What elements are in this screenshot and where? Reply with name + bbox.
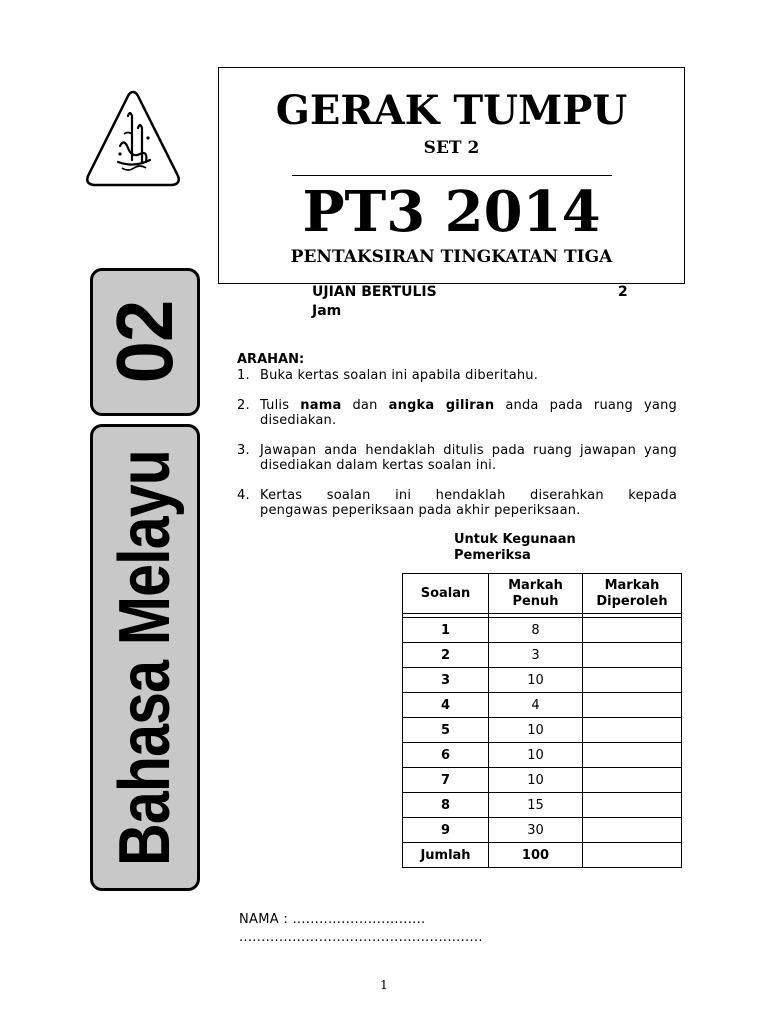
obtained-mark-cell[interactable] xyxy=(583,768,682,793)
instructions-heading: ARAHAN: xyxy=(237,352,305,367)
name-dotted-line[interactable]: .............................. xyxy=(292,912,426,927)
full-mark: 10 xyxy=(489,768,583,793)
question-number: 7 xyxy=(403,768,489,793)
total-obtained-cell[interactable] xyxy=(583,843,682,868)
marks-table xyxy=(402,573,682,868)
paper-number: 02 xyxy=(100,300,189,384)
item-text: Tulis xyxy=(260,398,301,413)
table-row xyxy=(403,718,682,743)
question-number: 9 xyxy=(403,818,489,843)
caption-line: Pemeriksa xyxy=(454,548,531,563)
exam-duration-unit: Jam xyxy=(312,303,342,319)
question-number: 8 xyxy=(403,793,489,818)
obtained-mark-cell[interactable] xyxy=(583,693,682,718)
item-number: 3. xyxy=(237,443,250,458)
question-number: 2 xyxy=(403,643,489,668)
item-text: pengawas peperiksaan pada akhir peperiksaan. xyxy=(260,503,581,518)
paper-number-tab xyxy=(90,268,200,416)
question-number: 1 xyxy=(403,618,489,643)
set-label: SET 2 xyxy=(423,138,480,158)
table-total-row xyxy=(403,843,682,868)
obtained-mark-cell[interactable] xyxy=(583,643,682,668)
item-bold-text: angka giliran xyxy=(388,398,495,413)
column-header: Markah Diperoleh xyxy=(583,574,682,614)
examiner-caption xyxy=(454,532,576,564)
item-text: Jawapan anda hendaklah ditulis pada ruang jawapan yang disediakan dalam kertas soalan ini. xyxy=(260,443,677,473)
obtained-mark-cell[interactable] xyxy=(583,743,682,768)
full-mark: 10 xyxy=(489,743,583,768)
full-mark: 4 xyxy=(489,693,583,718)
subject-name: Bahasa Melayu xyxy=(105,449,185,866)
name-field[interactable] xyxy=(239,911,483,947)
subject-tab xyxy=(90,424,200,891)
item-bold-text: nama xyxy=(300,398,342,413)
instruction-item xyxy=(237,488,677,518)
obtained-mark-cell[interactable] xyxy=(583,718,682,743)
table-row xyxy=(403,643,682,668)
question-number: 4 xyxy=(403,693,489,718)
full-mark: 30 xyxy=(489,818,583,843)
obtained-mark-cell[interactable] xyxy=(583,618,682,643)
item-text: Buka kertas soalan ini apabila diberitahu. xyxy=(260,368,539,383)
table-row xyxy=(403,668,682,693)
table-row xyxy=(403,793,682,818)
exam-duration-value: 2 xyxy=(618,284,628,300)
obtained-mark-cell[interactable] xyxy=(583,793,682,818)
instruction-item xyxy=(237,443,677,473)
table-row xyxy=(403,768,682,793)
exam-subtitle: PENTAKSIRAN TINGKATAN TIGA xyxy=(290,247,613,267)
instructions-list xyxy=(237,368,677,518)
title-box xyxy=(218,67,685,284)
obtained-mark-cell[interactable] xyxy=(583,668,682,693)
item-text: dan xyxy=(341,398,389,413)
question-number: 5 xyxy=(403,718,489,743)
item-number: 2. xyxy=(237,398,250,413)
title-divider xyxy=(292,175,612,176)
full-mark: 8 xyxy=(489,618,583,643)
total-label: Jumlah xyxy=(403,843,489,868)
full-mark: 3 xyxy=(489,643,583,668)
school-emblem-logo xyxy=(84,88,182,190)
caption-line: Untuk Kegunaan xyxy=(454,532,576,547)
item-text: Kertas soalan ini hendaklah diserahkan kepada xyxy=(260,488,677,503)
full-mark: 10 xyxy=(489,668,583,693)
instructions xyxy=(237,352,677,518)
item-number: 1. xyxy=(237,368,250,383)
instruction-item xyxy=(237,398,677,428)
column-header: Soalan xyxy=(403,574,489,614)
name-label: NAMA : xyxy=(239,912,289,927)
full-mark: 10 xyxy=(489,718,583,743)
item-number: 4. xyxy=(237,488,250,503)
exam-type: UJIAN BERTULIS xyxy=(312,284,437,300)
question-number: 3 xyxy=(403,668,489,693)
table-row xyxy=(403,618,682,643)
table-row xyxy=(403,818,682,843)
table-row xyxy=(403,693,682,718)
table-header-row xyxy=(403,574,682,614)
name-dotted-line-2[interactable]: ....................................................... xyxy=(239,930,483,945)
instruction-item xyxy=(237,368,677,383)
item-text: anda pada ruang yang disediakan. xyxy=(260,398,677,428)
table-row xyxy=(403,743,682,768)
full-mark: 15 xyxy=(489,793,583,818)
exam-title: PT3 2014 xyxy=(302,179,601,245)
obtained-mark-cell[interactable] xyxy=(583,818,682,843)
page-number: 1 xyxy=(380,978,388,992)
document-title: GERAK TUMPU xyxy=(275,87,628,134)
column-header: Markah Penuh xyxy=(489,574,583,614)
question-number: 6 xyxy=(403,743,489,768)
total-value: 100 xyxy=(489,843,583,868)
